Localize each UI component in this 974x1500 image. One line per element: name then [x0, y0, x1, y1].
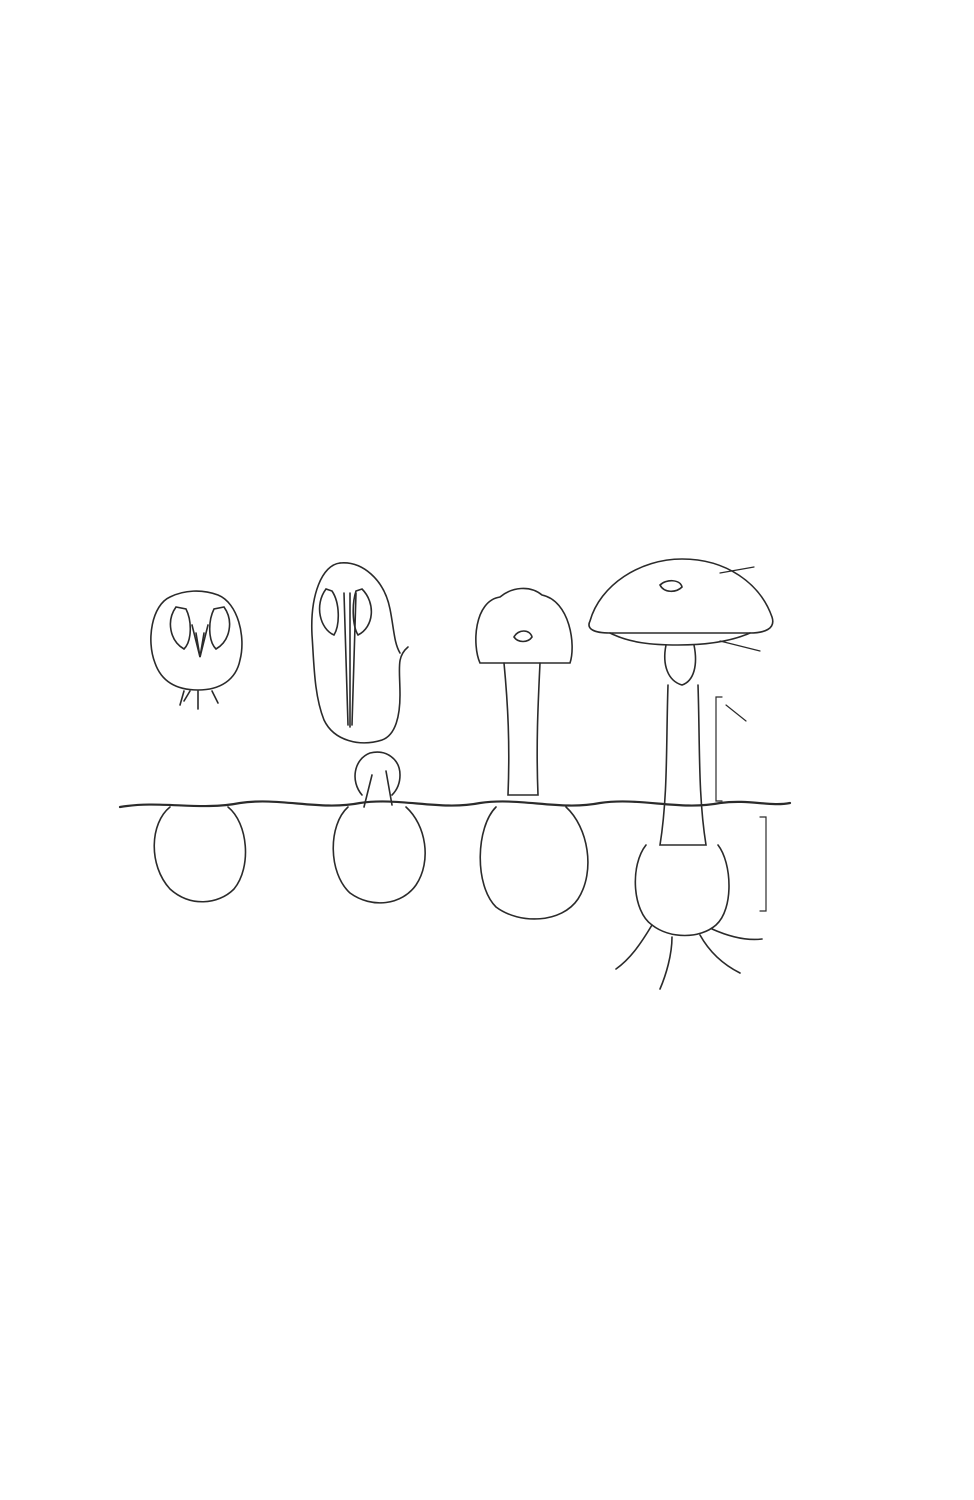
stage-5-young-mushroom — [476, 588, 588, 919]
stem-leader-line — [726, 705, 746, 721]
stage-2-egg-section — [312, 563, 408, 743]
mushroom-stages-figure — [100, 545, 900, 1015]
stage-1-egg-section — [151, 591, 242, 709]
stage-3-bulb — [154, 807, 245, 902]
stage-4-emerging — [333, 752, 425, 903]
ground-line — [120, 801, 790, 807]
gills-leader-line — [720, 641, 760, 651]
stem-bracket — [716, 697, 722, 801]
volva-bracket — [760, 817, 766, 911]
stage-6-mature-mushroom — [589, 559, 773, 989]
mushroom-stages-illustration — [100, 545, 900, 1015]
